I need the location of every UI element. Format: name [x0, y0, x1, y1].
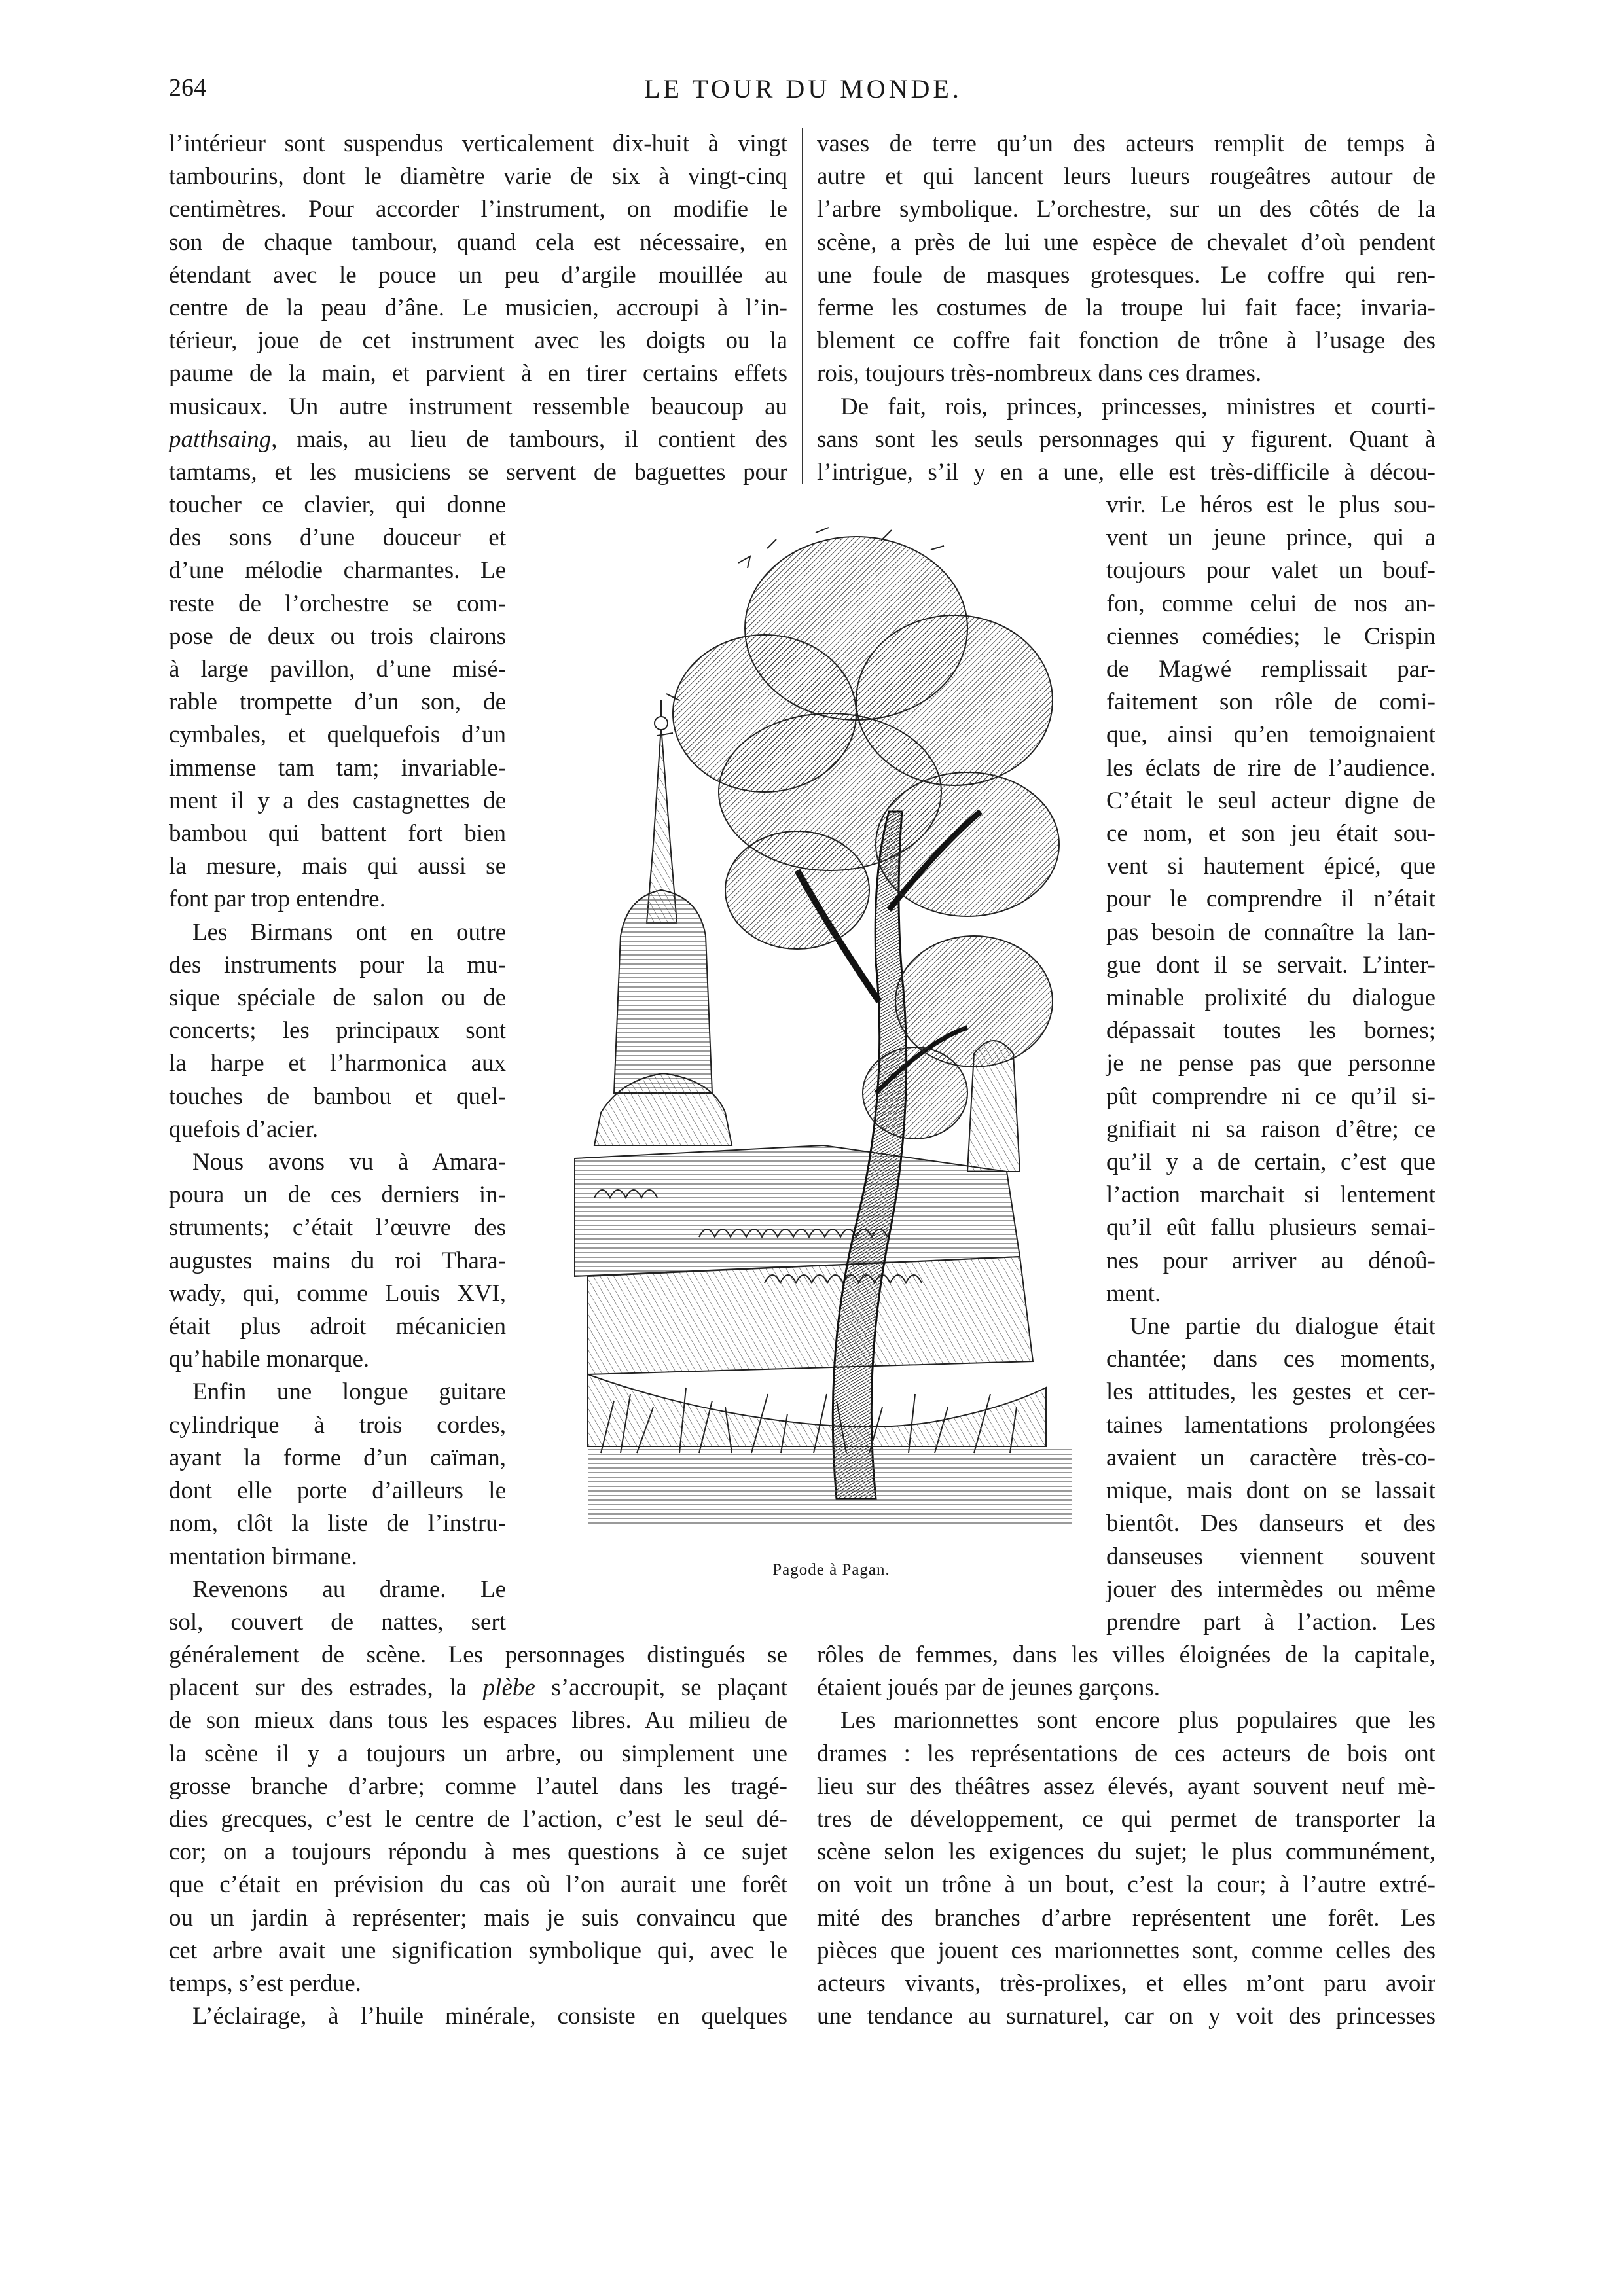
text-line: nom, clôt la liste de l’instru-	[169, 1510, 506, 1537]
text-line: acteurs vivants, très-prolixes, et elles m’ont paru avoir	[817, 1970, 1435, 1998]
text-line: dépassait toutes les bornes;	[1106, 1017, 1435, 1045]
text-line: taines lamentations prolongées	[1106, 1411, 1435, 1439]
text-line: vrir. Le héros est le plus sou-	[1106, 492, 1435, 518]
text-line: d’une mélodie charmantes. Le	[169, 557, 506, 584]
text-line: ayant la forme d’un caïman,	[169, 1444, 506, 1471]
text-line: qu’il y a de certain, c’est que	[1106, 1149, 1435, 1176]
text-line: la scène il y a toujours un arbre, ou simplement une	[169, 1740, 787, 1767]
text-line: les attitudes, les gestes et cer-	[1106, 1378, 1435, 1406]
text-line: nes pour arriver au dénoû-	[1106, 1247, 1435, 1274]
text-line: De fait, rois, princes, princesses, ministres et courti-	[840, 393, 1435, 420]
text-line: blement ce coffre fait fonction de trône à l’usage des	[817, 327, 1435, 355]
text-line: des instruments pour la mu-	[169, 951, 506, 978]
text-line: Enfin une longue guitare	[192, 1378, 506, 1406]
text-line: bientôt. Des danseurs et des	[1106, 1510, 1435, 1537]
text-line: étendant avec le pouce un peu d’argile mouillée au	[169, 261, 787, 289]
text-line: reste de l’orchestre se com-	[169, 590, 506, 617]
left-column-narrow	[169, 489, 506, 1639]
text-line: wady, qui, comme Louis XVI,	[169, 1280, 506, 1307]
text-line: ment.	[1106, 1280, 1161, 1307]
text-line: danseuses viennent souvent	[1106, 1543, 1435, 1570]
text-line: Une partie du dialogue était	[1130, 1313, 1435, 1340]
page-number: 264	[169, 74, 206, 101]
text-line: pour le comprendre il n’était	[1106, 886, 1435, 913]
text-line: sans sont les seuls personnages qui y figurent. Quant à	[817, 425, 1435, 453]
text-line: Nous avons vu à Amara-	[192, 1149, 506, 1176]
text-line: musicaux. Un autre instrument ressemble beaucoup au	[169, 393, 787, 420]
text-line: Revenons au drame. Le	[192, 1575, 506, 1603]
page-header	[169, 73, 1437, 119]
text-line: les éclats de rire de l’audience.	[1106, 754, 1435, 781]
text-line: qu’habile monarque.	[169, 1346, 370, 1373]
text-line: généralement de scène. Les personnages distingués se	[169, 1641, 787, 1668]
right-column-narrow	[1106, 489, 1435, 1639]
text-line: bambou qui battent fort bien	[169, 820, 506, 848]
text-line: l’intrigue, s’il y en a une, elle est très-difficile à décou-	[817, 459, 1435, 486]
text-line: chantée; dans ces moments,	[1106, 1346, 1435, 1373]
text-line: pose de deux ou trois clairons	[169, 622, 506, 650]
text-line: scène, a près de lui une espèce de chevalet d’où pendent	[817, 228, 1435, 256]
text-line: quefois d’acier.	[169, 1115, 319, 1143]
text-line: prendre part à l’action. Les	[1106, 1608, 1435, 1636]
text-line: une tendance au surnaturel, car on y voit des princesses	[817, 2003, 1435, 2030]
text-line: rois, toujours très-nombreux dans ces drames.	[817, 360, 1262, 387]
text-line: centimètres. Pour accorder l’instrument, on modifie le	[169, 196, 787, 223]
text-line: scène selon les exigences du sujet; le plus communément,	[817, 1839, 1435, 1866]
text-line: sol, couvert de nattes, sert	[169, 1608, 506, 1636]
text-line: drames : les représentations de ces acteurs de bois ont	[817, 1740, 1435, 1767]
text-line: ferme les costumes de la troupe lui fait face; invaria-	[817, 295, 1435, 322]
text-line: l’action marchait si lentement	[1106, 1181, 1435, 1209]
text-line: dont elle porte d’ailleurs le	[169, 1477, 506, 1505]
text-line: cylindrique à trois cordes,	[169, 1411, 506, 1439]
text-line: ce nom, et son jeu était sou-	[1106, 820, 1435, 848]
text-line: mentation birmane.	[169, 1543, 357, 1570]
text-line: gnifiait ni sa raison d’être; ce	[1106, 1115, 1435, 1143]
text-line: la mesure, mais qui aussi se	[169, 853, 506, 880]
engraving-illustration	[549, 504, 1098, 1551]
text-line: sique spéciale de salon ou de	[169, 984, 506, 1012]
text-line: cor; on a toujours répondu à mes questions à ce sujet	[169, 1839, 787, 1866]
text-line: L’éclairage, à l’huile minérale, consiste en quelques	[192, 2003, 787, 2030]
text-line: rôles de femmes, dans les villes éloignées de la capitale,	[817, 1641, 1435, 1668]
text-line: de Magwé remplissait par-	[1106, 656, 1435, 683]
text-line: que, ainsi qu’en temoignaient	[1106, 721, 1435, 749]
text-line: paume de la main, et parvient à en tirer certains effets	[169, 360, 787, 387]
text-line: faitement son rôle de comi-	[1106, 689, 1435, 716]
left-column-top	[169, 128, 787, 489]
text-line: augustes mains du roi Thara-	[169, 1247, 506, 1274]
text-line: vases de terre qu’un des acteurs remplit de temps à	[817, 130, 1435, 157]
text-line: étaient joués par de jeunes garçons.	[817, 1674, 1160, 1702]
column-divider	[802, 128, 803, 484]
text-line: temps, s’est perdue.	[169, 1970, 361, 1998]
text-line: la harpe et l’harmonica aux	[169, 1050, 506, 1077]
text-line: vent si hautement épicé, que	[1106, 853, 1435, 880]
text-line: fon, comme celui de nos an-	[1106, 590, 1435, 617]
text-line: autre et qui lancent leurs lueurs rougeâtres autour de	[817, 163, 1435, 190]
italic-term: plèbe	[482, 1674, 535, 1702]
text-line: Les Birmans ont en outre	[192, 918, 506, 946]
text-line: immense tam tam; invariable-	[169, 754, 506, 781]
text-line: tres de développement, ce qui permet de transporter la	[817, 1806, 1435, 1833]
right-column-bottom	[817, 1639, 1435, 2033]
text-line: mité des branches d’arbre représentent une forêt. Les	[817, 1904, 1435, 1931]
text-line: pût comprendre ni ce qu’il si-	[1106, 1083, 1435, 1110]
text-line: qu’il eût fallu plusieurs semai-	[1106, 1214, 1435, 1242]
text-line: C’était le seul acteur digne de	[1106, 787, 1435, 814]
text-line: cet arbre avait une signification symbolique qui, avec le	[169, 1937, 787, 1964]
text-line: ment il y a des castagnettes de	[169, 787, 506, 814]
text-line: toucher ce clavier, qui donne	[169, 492, 506, 518]
text-line: toujours pour valet un bouf-	[1106, 557, 1435, 584]
text-line: cymbales, et quelquefois d’un	[169, 721, 506, 749]
text-line: des sons d’une douceur et	[169, 524, 506, 552]
text-line: térieur, joue de cet instrument avec les doigts ou la	[169, 327, 787, 355]
text-line: ciennes comédies; le Crispin	[1106, 622, 1435, 650]
text-line: à large pavillon, d’une misé-	[169, 656, 506, 683]
text-line: concerts; les principaux sont	[169, 1017, 506, 1045]
left-column-bottom	[169, 1639, 787, 2033]
text-line: tambourins, dont le diamètre varie de six à vingt-cinq	[169, 163, 787, 190]
text-line: ou un jardin à représenter; mais je suis convaincu que	[169, 1904, 787, 1931]
text-line: pièces que jouent ces marionnettes sont, comme celles des	[817, 1937, 1435, 1964]
text-line: mique, mais dont on se lassait	[1106, 1477, 1435, 1505]
text-line: gue dont il se servait. L’inter-	[1106, 951, 1435, 978]
text-line: une foule de masques grotesques. Le coffre qui ren-	[817, 261, 1435, 289]
text-line: lieu sur des théâtres assez élevés, ayant souvent neuf mè-	[817, 1772, 1435, 1800]
text-line: centre de la peau d’âne. Le musicien, accroupi à l’in-	[169, 295, 787, 322]
text-line: je ne pense pas que personne	[1106, 1050, 1435, 1077]
text-line: grosse branche d’arbre; comme l’autel dans les tragé-	[169, 1772, 787, 1800]
right-column-top	[817, 128, 1435, 489]
text-line: on voit un trône à un bout, c’est la cour; à l’autre extré-	[817, 1871, 1435, 1899]
text-line: l’arbre symbolique. L’orchestre, sur un des côtés de la	[817, 196, 1435, 223]
text-line: de son mieux dans tous les espaces libres. Au milieu de	[169, 1707, 787, 1734]
text-line: Les marionnettes sont encore plus populaires que les	[840, 1707, 1435, 1734]
text-line: minable prolixité du dialogue	[1106, 984, 1435, 1012]
text-line: struments; c’était l’œuvre des	[169, 1214, 506, 1242]
text-line: était plus adroit mécanicien	[169, 1313, 506, 1340]
text-line: font par trop entendre.	[169, 886, 386, 913]
figure-caption: Pagode à Pagan.	[772, 1561, 890, 1579]
pagoda-tree-engraving	[549, 504, 1098, 1551]
text-line: son de chaque tambour, quand cela est nécessaire, en	[169, 228, 787, 256]
italic-term: patthsaing	[169, 425, 272, 453]
text-line: pas besoin de connaître la lan-	[1106, 918, 1435, 946]
text-line: poura un de ces derniers in-	[169, 1181, 506, 1209]
text-line: placent sur des estrades, la plèbe s’accroupit, se plaçant	[169, 1674, 787, 1702]
running-title: LE TOUR DU MONDE.	[644, 74, 962, 103]
text-line: jouer des intermèdes ou même	[1106, 1575, 1435, 1603]
text-line: que c’était en prévision du cas où l’on aurait une forêt	[169, 1871, 787, 1899]
text-line: dies grecques, c’est le centre de l’action, c’est le seul dé-	[169, 1806, 787, 1833]
text-line: touches de bambou et quel-	[169, 1083, 506, 1110]
text-line: avaient un caractère très-co-	[1106, 1444, 1435, 1471]
text-line: vent un jeune prince, qui a	[1106, 524, 1435, 552]
text-line: rable trompette d’un son, de	[169, 689, 506, 716]
text-line: l’intérieur sont suspendus verticalement dix-huit à vingt	[169, 130, 787, 157]
text-line: tamtams, et les musiciens se servent de baguettes pour	[169, 459, 787, 486]
text-line: patthsaing, mais, au lieu de tambours, il contient des	[169, 425, 787, 453]
